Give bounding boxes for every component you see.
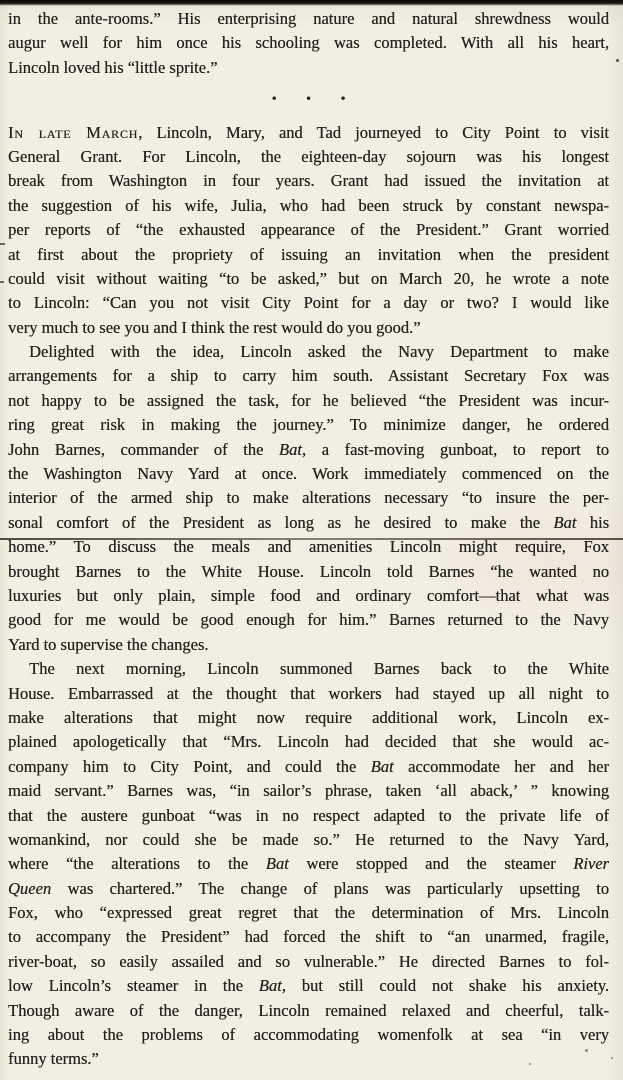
text-line [8, 438, 609, 462]
body-text: General Grant. For Lincoln, the eighteen-day sojourn was his longest [8, 146, 609, 166]
body-text: his [576, 512, 609, 532]
body-text: low Lincoln’s steamer in the [8, 976, 259, 996]
text-line [8, 950, 609, 974]
body-text: not happy to be assigned the task, for he believed “the President was incur- [8, 390, 609, 410]
text-line [8, 730, 609, 754]
text-line [8, 608, 609, 632]
paragraph [8, 121, 609, 341]
body-text: , Lincoln, Mary, and Tad journeyed to City Point to visit [138, 122, 609, 142]
body-text: womankind, nor could she be made so.” He returned to the Navy Yard, [8, 829, 609, 849]
text-line [8, 974, 609, 998]
text-line [8, 706, 609, 730]
body-text: sonal comfort of the President as long as he desired to make the [8, 512, 554, 532]
body-text: luxuries but only plain, simple food and ordinary comfort—that what was [8, 585, 609, 605]
body-text: break from Washington in four years. Grant had issued the invitation at [8, 171, 609, 191]
italic-text: Queen [8, 878, 52, 898]
body-text: to accompany the President” had forced the shift to “an unarmed, fragile, [8, 927, 609, 947]
text-line [8, 755, 609, 779]
text-line [8, 243, 609, 267]
body-text: in the ante-rooms.” His enterprising nature and natural shrewdness would [8, 9, 609, 28]
italic-text: Bat [553, 512, 577, 532]
body-text: was chartered.” The change of plans was particularly upsetting to [51, 878, 609, 898]
body-text: company him to City Point, and could the [8, 756, 371, 776]
text-line [8, 291, 609, 315]
left-edge-mark [0, 281, 4, 283]
paragraph [8, 657, 609, 1072]
body-text: funny terms.” [8, 1049, 99, 1069]
text-line [8, 779, 609, 803]
body-text: very much to see you and I think the rest would do you good.” [8, 317, 421, 337]
text-line [8, 877, 609, 901]
text-line [8, 1023, 609, 1047]
left-edge-mark [0, 243, 5, 245]
body-text: that the austere gunboat “was in no respect adapted to the private life of [8, 805, 609, 825]
body-text: the Washington Navy Yard at once. Work immediately commenced on the [8, 464, 609, 484]
text-line [8, 56, 609, 80]
body-text: Delighted with the idea, Lincoln asked the Navy Department to make [29, 342, 609, 362]
italic-text: Bat [278, 439, 302, 459]
text-line [8, 316, 609, 340]
text-line [8, 31, 609, 55]
body-text: Yard to supervise the changes. [8, 634, 209, 654]
text-line [8, 194, 609, 218]
body-text: per reports of “the exhausted appearance of the President.” Grant worried [8, 220, 609, 240]
body-text: Fox, who “expressed great regret that the determination of Mrs. Lincoln [8, 903, 609, 923]
section-break: • • • [271, 92, 346, 108]
body-text: to Lincoln: “Can you not visit City Point for a day or two? I would like [8, 293, 609, 313]
text-line [8, 121, 609, 145]
text-line [8, 901, 609, 925]
text-line [8, 169, 609, 193]
paragraph [8, 7, 609, 80]
italic-text: River [573, 854, 609, 874]
body-text: river-boat, so easily assailed and so vulnerable.” He directed Barnes to fol- [8, 951, 609, 971]
page-text [8, 7, 609, 1072]
body-text: interior of the armed ship to make alterations necessary “to insure the per- [8, 488, 609, 508]
body-text: could visit without waiting “to be asked,” but on March 20, he wrote a note [8, 268, 609, 288]
text-line [8, 267, 609, 291]
ink-speck [616, 59, 619, 62]
ink-speck [611, 1057, 613, 1059]
body-text: The next morning, Lincoln summoned Barnes back to the White [29, 659, 609, 679]
body-text: accommodate her and her [393, 756, 609, 776]
text-line [8, 340, 609, 364]
text-line [8, 535, 609, 559]
body-text: at first about the propriety of issuing an invitation when the president [8, 244, 609, 264]
body-text: ing about the problems of accommodating womenfolk at sea “in very [8, 1025, 609, 1045]
body-text: , but still could not shake his anxiety. [281, 976, 609, 996]
text-line [8, 682, 609, 706]
text-line [8, 364, 609, 388]
body-text: were stopped and the steamer [288, 854, 574, 874]
body-text: maid servant.” Barnes was, “in sailor’s phrase, taken ‘all aback,’ ” knowing [8, 781, 609, 801]
body-text: brought Barnes to the White House. Lincoln told Barnes “he wanted no [8, 561, 609, 581]
italic-text: Bat [265, 854, 289, 874]
small-caps-text: In late March [8, 122, 139, 142]
body-text: Lincoln loved his “little sprite.” [8, 57, 218, 77]
italic-text: Bat [258, 976, 282, 996]
text-line [8, 462, 609, 486]
text-line [8, 511, 609, 535]
text-line [8, 804, 609, 828]
body-text: plained apologetically that “Mrs. Lincoln had decided that she would ac- [8, 732, 609, 752]
text-line [8, 828, 609, 852]
text-line [8, 413, 609, 437]
italic-text: Bat [370, 756, 394, 776]
body-text: augur well for him once his schooling was completed. With all his heart, [8, 33, 609, 53]
paragraph [8, 340, 609, 657]
body-text: arrangements for a ship to carry him south. Assistant Secretary Fox was [8, 366, 609, 386]
text-line [8, 389, 609, 413]
page-top-edge-artifact [0, 0, 623, 6]
body-text: the suggestion of his wife, Julia, who had been struck by constant newspa- [8, 195, 609, 215]
text-line [8, 7, 609, 31]
body-text: home.” To discuss the meals and amenities Lincoln might require, Fox [8, 537, 609, 557]
text-line [8, 145, 609, 169]
text-line [8, 218, 609, 242]
text-line [8, 486, 609, 510]
text-line [8, 584, 609, 608]
text-line [8, 633, 609, 657]
text-line [8, 560, 609, 584]
body-text: ring great risk in making the journey.” To minimize danger, he ordered [8, 415, 609, 435]
body-text: , a fast-moving gunboat, to report to [301, 439, 609, 459]
body-text: good for me would be good enough for him.” Barnes returned to the Navy [8, 610, 609, 630]
body-text: John Barnes, commander of the [8, 439, 279, 459]
text-line [8, 999, 609, 1023]
text-line [8, 1047, 609, 1071]
body-text: House. Embarrassed at the thought that workers had stayed up all night to [8, 683, 609, 703]
body-text: Though aware of the danger, Lincoln remained relaxed and cheerful, talk- [8, 1000, 609, 1020]
body-text: make alterations that might now require additional work, Lincoln ex- [8, 707, 609, 727]
text-line [8, 925, 609, 949]
body-text: where “the alterations to the [8, 854, 266, 874]
text-line [8, 657, 609, 681]
text-line [8, 852, 609, 876]
